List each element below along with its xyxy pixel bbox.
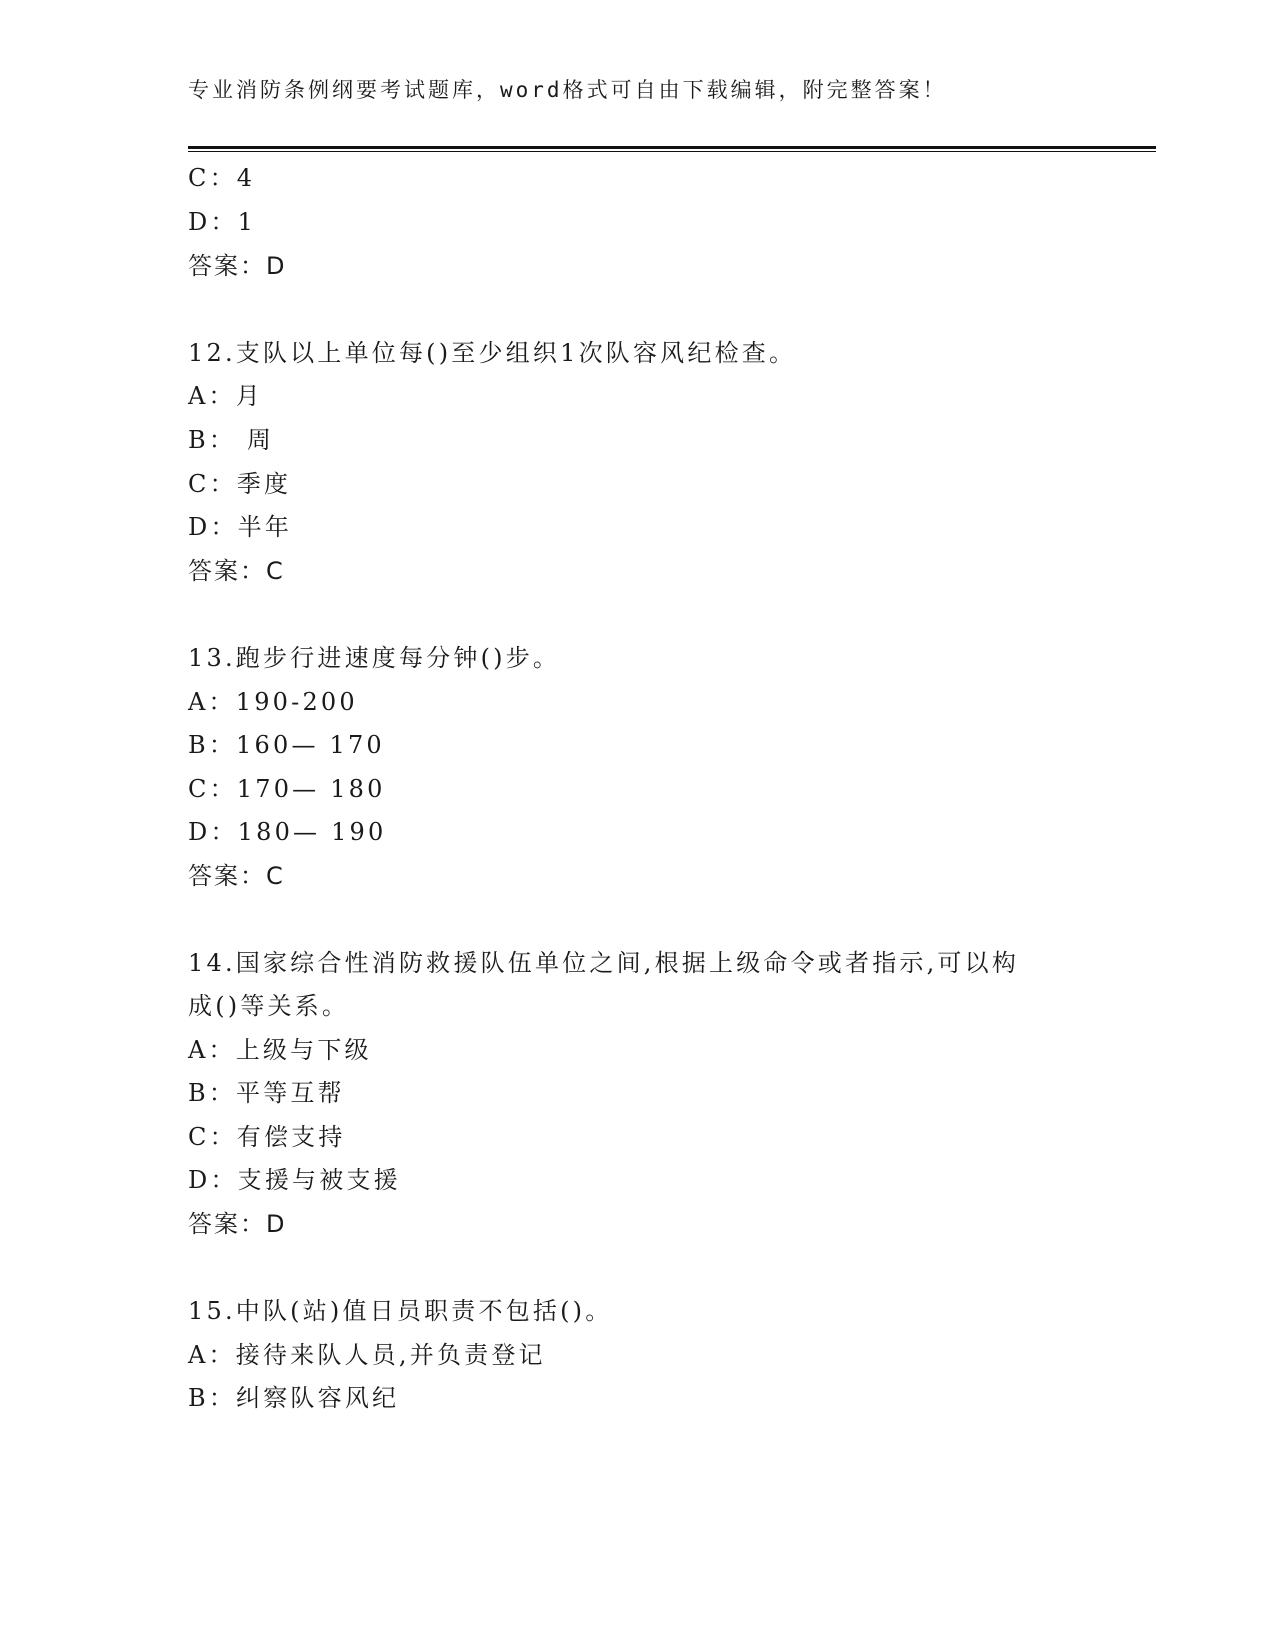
q14-stem-line-1: 14.国家综合性消防救援队伍单位之间,根据上级命令或者指示,可以构 bbox=[188, 949, 1020, 977]
q13-option-d: D：180— 190 bbox=[188, 818, 387, 846]
q15-option-a: A：接待来队人员,并负责登记 bbox=[188, 1341, 546, 1369]
q14-stem-line-2: 成()等关系。 bbox=[188, 992, 350, 1020]
q15-option-b: B：纠察队容风纪 bbox=[188, 1384, 400, 1412]
q12-option-a: A：月 bbox=[188, 382, 263, 410]
q13-option-a: A：190-200 bbox=[188, 688, 358, 716]
header-divider-thick bbox=[188, 146, 1156, 149]
q12-option-b: B： 周 bbox=[188, 426, 275, 454]
q14-answer: 答案：D bbox=[188, 1210, 287, 1238]
q13-answer: 答案：C bbox=[188, 862, 285, 890]
q12-option-d: D：半年 bbox=[188, 513, 293, 541]
q14-option-b: B：平等互帮 bbox=[188, 1079, 345, 1107]
header-divider-thin bbox=[188, 151, 1156, 152]
q13-stem: 13.跑步行进速度每分钟()步。 bbox=[188, 644, 561, 672]
page-header: 专业消防条例纲要考试题库，word格式可自由下载编辑，附完整答案！ bbox=[188, 78, 947, 102]
q13-option-c: C：170— 180 bbox=[188, 775, 386, 803]
q11-option-d: D：1 bbox=[188, 208, 257, 236]
q12-answer: 答案：C bbox=[188, 557, 285, 585]
q13-option-b: B：160— 170 bbox=[188, 731, 385, 759]
q14-option-d: D：支援与被支援 bbox=[188, 1166, 401, 1194]
q14-option-c: C：有偿支持 bbox=[188, 1123, 346, 1151]
q12-option-c: C：季度 bbox=[188, 470, 292, 498]
q12-stem: 12.支队以上单位每()至少组织1次队容风纪检查。 bbox=[188, 339, 797, 367]
q11-answer: 答案：D bbox=[188, 252, 287, 280]
q14-option-a: A：上级与下级 bbox=[188, 1036, 372, 1064]
q15-stem: 15.中队(站)值日员职责不包括()。 bbox=[188, 1297, 613, 1325]
q11-option-c: C：4 bbox=[188, 164, 256, 192]
